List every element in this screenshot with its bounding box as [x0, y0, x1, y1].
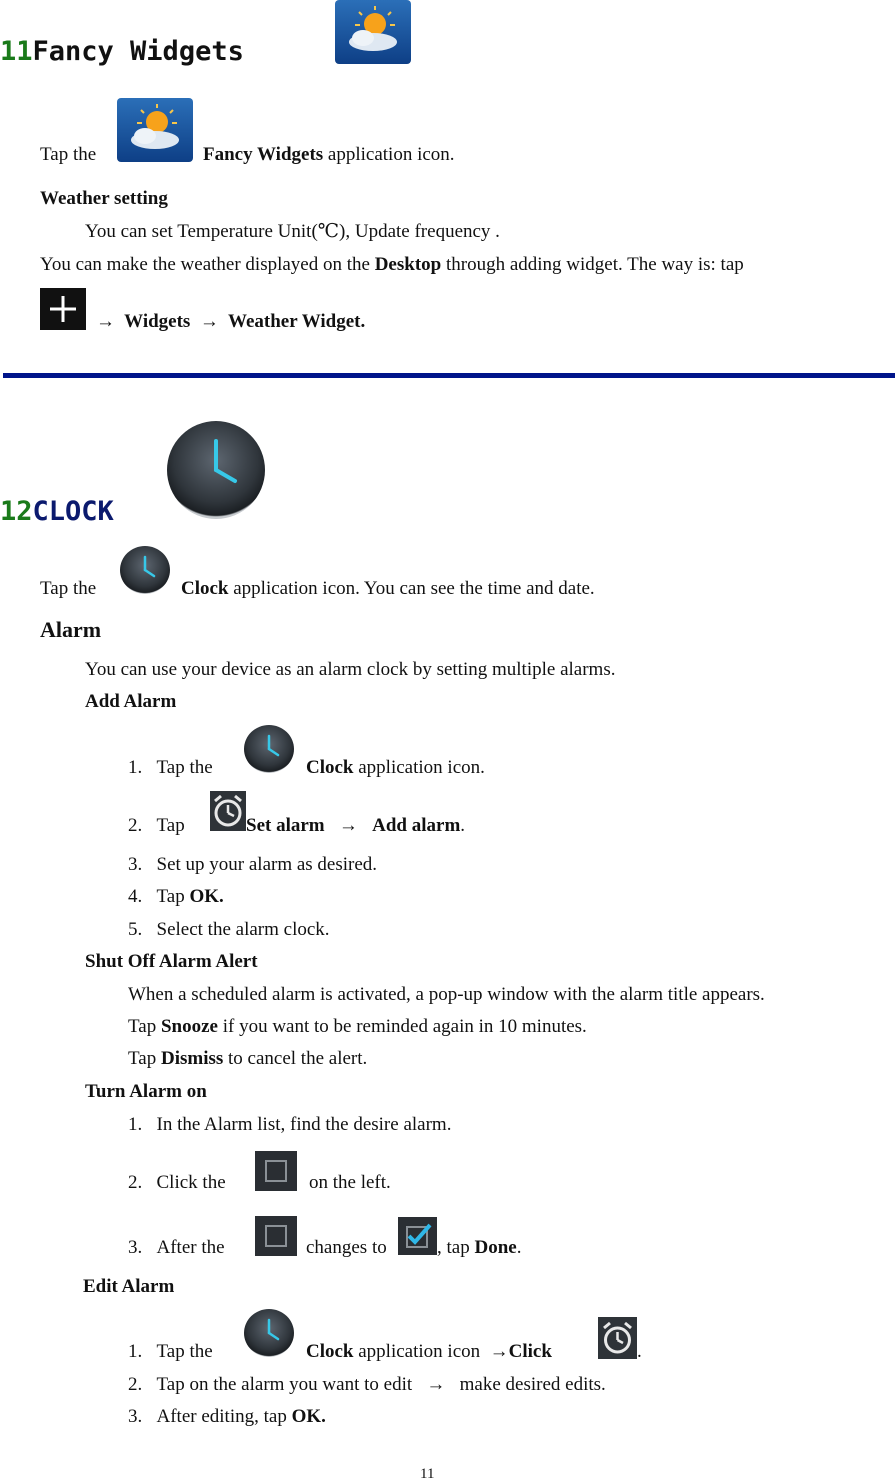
- arrow-icon: →: [489, 1341, 509, 1362]
- edit-alarm-step-1: 1. Tap the: [128, 1341, 213, 1362]
- shut-off-line-3: Tap Dismiss to cancel the alert.: [128, 1048, 368, 1069]
- app-name: Fancy Widgets: [203, 144, 324, 165]
- arrow-icon: →: [96, 311, 115, 332]
- checkbox-checked-icon: [398, 1217, 437, 1255]
- edit-alarm-step-3: 3. After editing, tap OK.: [128, 1406, 326, 1427]
- turn-on-step-3: 3. After the: [128, 1237, 225, 1258]
- arrow-icon: →: [338, 815, 358, 836]
- add-alarm-step-1: 1. Tap the: [128, 757, 213, 778]
- shut-off-line-1: When a scheduled alarm is activated, a pop-up window with the alarm title appears.: [128, 984, 765, 1005]
- add-alarm-step-5: 5. Select the alarm clock.: [128, 919, 330, 940]
- widget-path: → Widgets → Weather Widget.: [96, 311, 366, 332]
- section-number: 11: [0, 36, 33, 67]
- weather-widget-icon: [335, 0, 411, 64]
- arrow-icon: →: [426, 1374, 446, 1395]
- edit-alarm-step-2: 2. Tap on the alarm you want to edit → make desired edits.: [128, 1374, 606, 1395]
- plus-icon: [40, 288, 86, 330]
- weather-setting-heading: Weather setting: [40, 188, 168, 209]
- clock-app-icon: [244, 1309, 294, 1357]
- add-alarm-step-3: 3. Set up your alarm as desired.: [128, 854, 378, 875]
- add-alarm-step-2: 2. Tap: [128, 815, 185, 836]
- shut-off-line-2: Tap Snooze if you want to be reminded again in 10 minutes.: [128, 1016, 587, 1037]
- weather-setting-text: You can set Temperature Unit(℃), Update frequency .: [85, 221, 500, 242]
- section-number: 12: [0, 496, 33, 527]
- section-title: CLOCK: [32, 496, 114, 527]
- clock-app-icon: [120, 546, 170, 594]
- turn-on-step-1: 1. In the Alarm list, find the desire alarm.: [128, 1114, 452, 1135]
- shut-off-heading: Shut Off Alarm Alert: [85, 951, 258, 972]
- clock-app-icon: [244, 725, 294, 773]
- section-title: Fancy Widgets: [32, 36, 244, 67]
- add-alarm-heading: Add Alarm: [85, 691, 177, 712]
- alarm-clock-icon: [598, 1317, 637, 1359]
- clock-tap-line: Tap the: [40, 578, 97, 599]
- alarm-heading: Alarm: [40, 617, 102, 642]
- turn-on-step-2: 2. Click the: [128, 1172, 226, 1193]
- desktop-instruction: You can make the weather displayed on the Desktop through adding widget. The way is: tap: [40, 254, 744, 275]
- weather-app-icon: [117, 98, 193, 162]
- turn-on-heading: Turn Alarm on: [85, 1081, 207, 1102]
- alarm-intro: You can use your device as an alarm clock by setting multiple alarms.: [85, 659, 616, 680]
- fancy-widgets-tap-line: Tap the: [40, 144, 97, 165]
- add-alarm-step-4: 4. Tap OK.: [128, 886, 224, 907]
- arrow-icon: →: [199, 311, 219, 332]
- alarm-clock-icon: [210, 791, 246, 831]
- section-12-heading: [0, 496, 114, 527]
- clock-icon: [167, 421, 265, 519]
- edit-alarm-heading: Edit Alarm: [83, 1276, 175, 1297]
- checkbox-empty-icon: [255, 1216, 297, 1256]
- page-number: 11: [420, 1466, 435, 1482]
- section-divider: [3, 373, 895, 378]
- checkbox-empty-icon: [255, 1151, 297, 1191]
- section-11-heading: [0, 36, 244, 67]
